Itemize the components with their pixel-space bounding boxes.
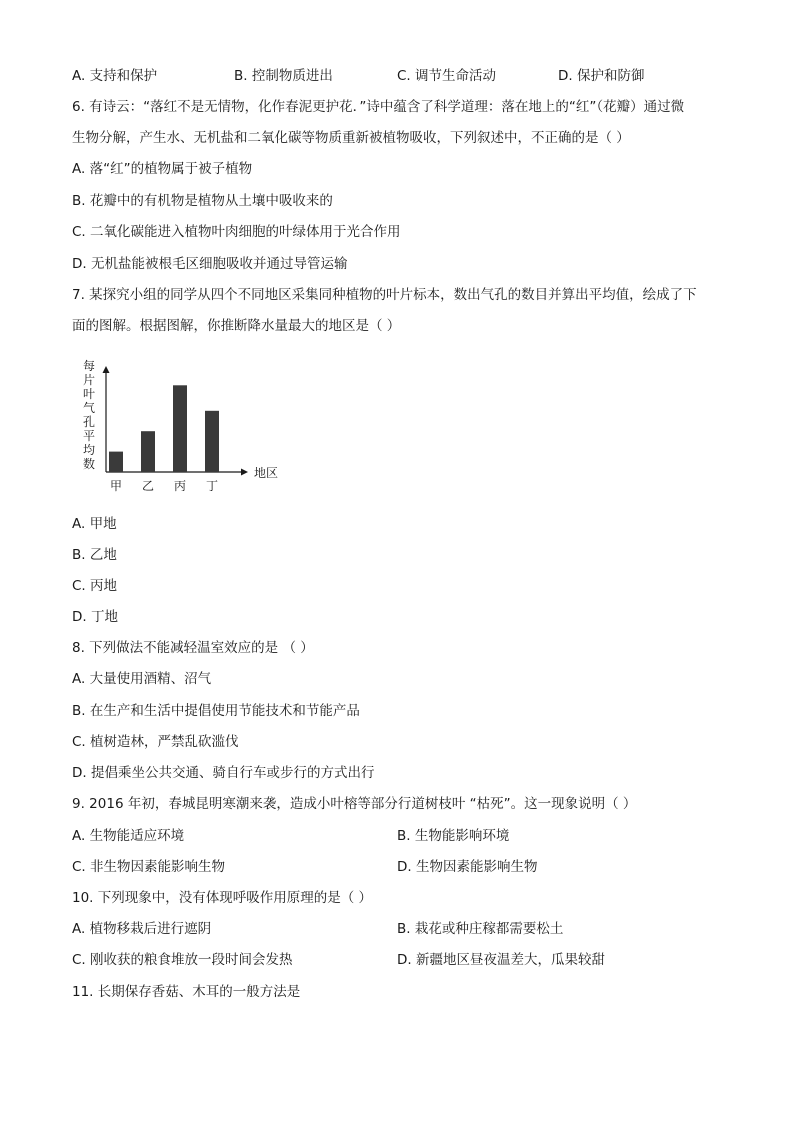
q8-option-b: B. 在生产和生活中提倡使用节能技术和节能产品 [72, 703, 360, 719]
q6-option-b: B. 花瓣中的有机物是植物从土壤中吸收来的 [72, 193, 333, 209]
y-axis-label [83, 358, 95, 471]
q6-stem-line2: 生物分解，产生水、无机盐和二氧化碳等物质重新被植物吸收，下列叙述中，不正确的是（ ） [72, 130, 630, 146]
q5-option-a: A. 支持和保护 [72, 68, 158, 84]
x-tick-label: 丁 [205, 479, 219, 493]
q9-option-a: A. 生物能适应环境 [72, 828, 185, 844]
x-axis-arrow-icon [241, 469, 248, 476]
bar-甲 [109, 452, 123, 472]
x-tick-label: 丙 [173, 479, 187, 493]
q5-option-b: B. 控制物质进出 [234, 68, 333, 84]
q9-stem: 9. 2016 年初，春城昆明寒潮来袭，造成小叶榕等部分行道树枝叶 “枯死”。这一现象说明（ ） [72, 796, 637, 812]
y-axis-label-char: 均 [82, 443, 96, 457]
q9-option-d: D. 生物因素能影响生物 [397, 859, 538, 875]
y-axis-label-char: 数 [82, 457, 96, 471]
q7-option-c: C. 丙地 [72, 578, 118, 594]
q9-option-c: C. 非生物因素能影响生物 [72, 859, 226, 875]
q10-option-a: A. 植物移栽后进行遮阴 [72, 921, 212, 937]
q6-option-a: A. 落“红”的植物属于被子植物 [72, 161, 253, 177]
y-axis-label-char: 孔 [82, 415, 96, 429]
bar-丁 [205, 411, 219, 472]
q7-stem-line1: 7. 某探究小组的同学从四个不同地区采集同种植物的叶片标本，数出气孔的数目并算出平均值，绘成了下 [72, 287, 697, 303]
q8-option-a: A. 大量使用酒精、沼气 [72, 671, 212, 687]
q7-option-d: D. 丁地 [72, 609, 118, 625]
q6-stem-line1: 6. 有诗云：“落红不是无情物，化作春泥更护花．”诗中蕴含了科学道理：落在地上的“红”（花瓣）通过微 [72, 99, 685, 115]
q5-option-c: C. 调节生命活动 [397, 68, 497, 84]
x-tick-label: 乙 [141, 479, 155, 493]
q7-option-a: A. 甲地 [72, 516, 117, 532]
q10-option-d: D. 新疆地区昼夜温差大，瓜果较甜 [397, 952, 605, 968]
q9-option-b: B. 生物能影响环境 [397, 828, 510, 844]
q11-stem: 11. 长期保存香菇、木耳的一般方法是 [72, 984, 301, 1000]
y-axis-label-char: 片 [82, 373, 96, 387]
stomata-bar-chart [78, 356, 288, 496]
q6-option-c: C. 二氧化碳能进入植物叶肉细胞的叶绿体用于光合作用 [72, 224, 401, 240]
bar-乙 [141, 431, 155, 472]
y-axis-label-char: 叶 [82, 387, 96, 401]
q10-option-c: C. 刚收获的粮食堆放一段时间会发热 [72, 952, 293, 968]
x-axis-label: 地区 [254, 466, 279, 480]
q7-option-b: B. 乙地 [72, 547, 117, 563]
q5-option-d: D. 保护和防御 [558, 68, 645, 84]
q10-option-b: B. 栽花或种庄稼都需要松土 [397, 921, 564, 937]
y-axis-arrow-icon [103, 366, 110, 373]
q8-option-c: C. 植树造林，严禁乱砍滥伐 [72, 734, 239, 750]
x-tick-label: 甲 [109, 479, 123, 493]
y-axis-label-char: 平 [82, 429, 96, 443]
bar-丙 [173, 385, 187, 472]
y-axis-label-char: 气 [82, 401, 96, 415]
y-axis-label-char: 每 [82, 359, 96, 373]
q8-option-d: D. 提倡乘坐公共交通、骑自行车或步行的方式出行 [72, 765, 375, 781]
q7-stem-line2: 面的图解。根据图解，你推断降水量最大的地区是（ ） [72, 318, 401, 334]
q6-option-d: D. 无机盐能被根毛区细胞吸收并通过导管运输 [72, 256, 348, 272]
q8-stem: 8. 下列做法不能减轻温室效应的是 （ ） [72, 640, 314, 656]
q10-stem: 10. 下列现象中，没有体现呼吸作用原理的是（ ） [72, 890, 373, 906]
